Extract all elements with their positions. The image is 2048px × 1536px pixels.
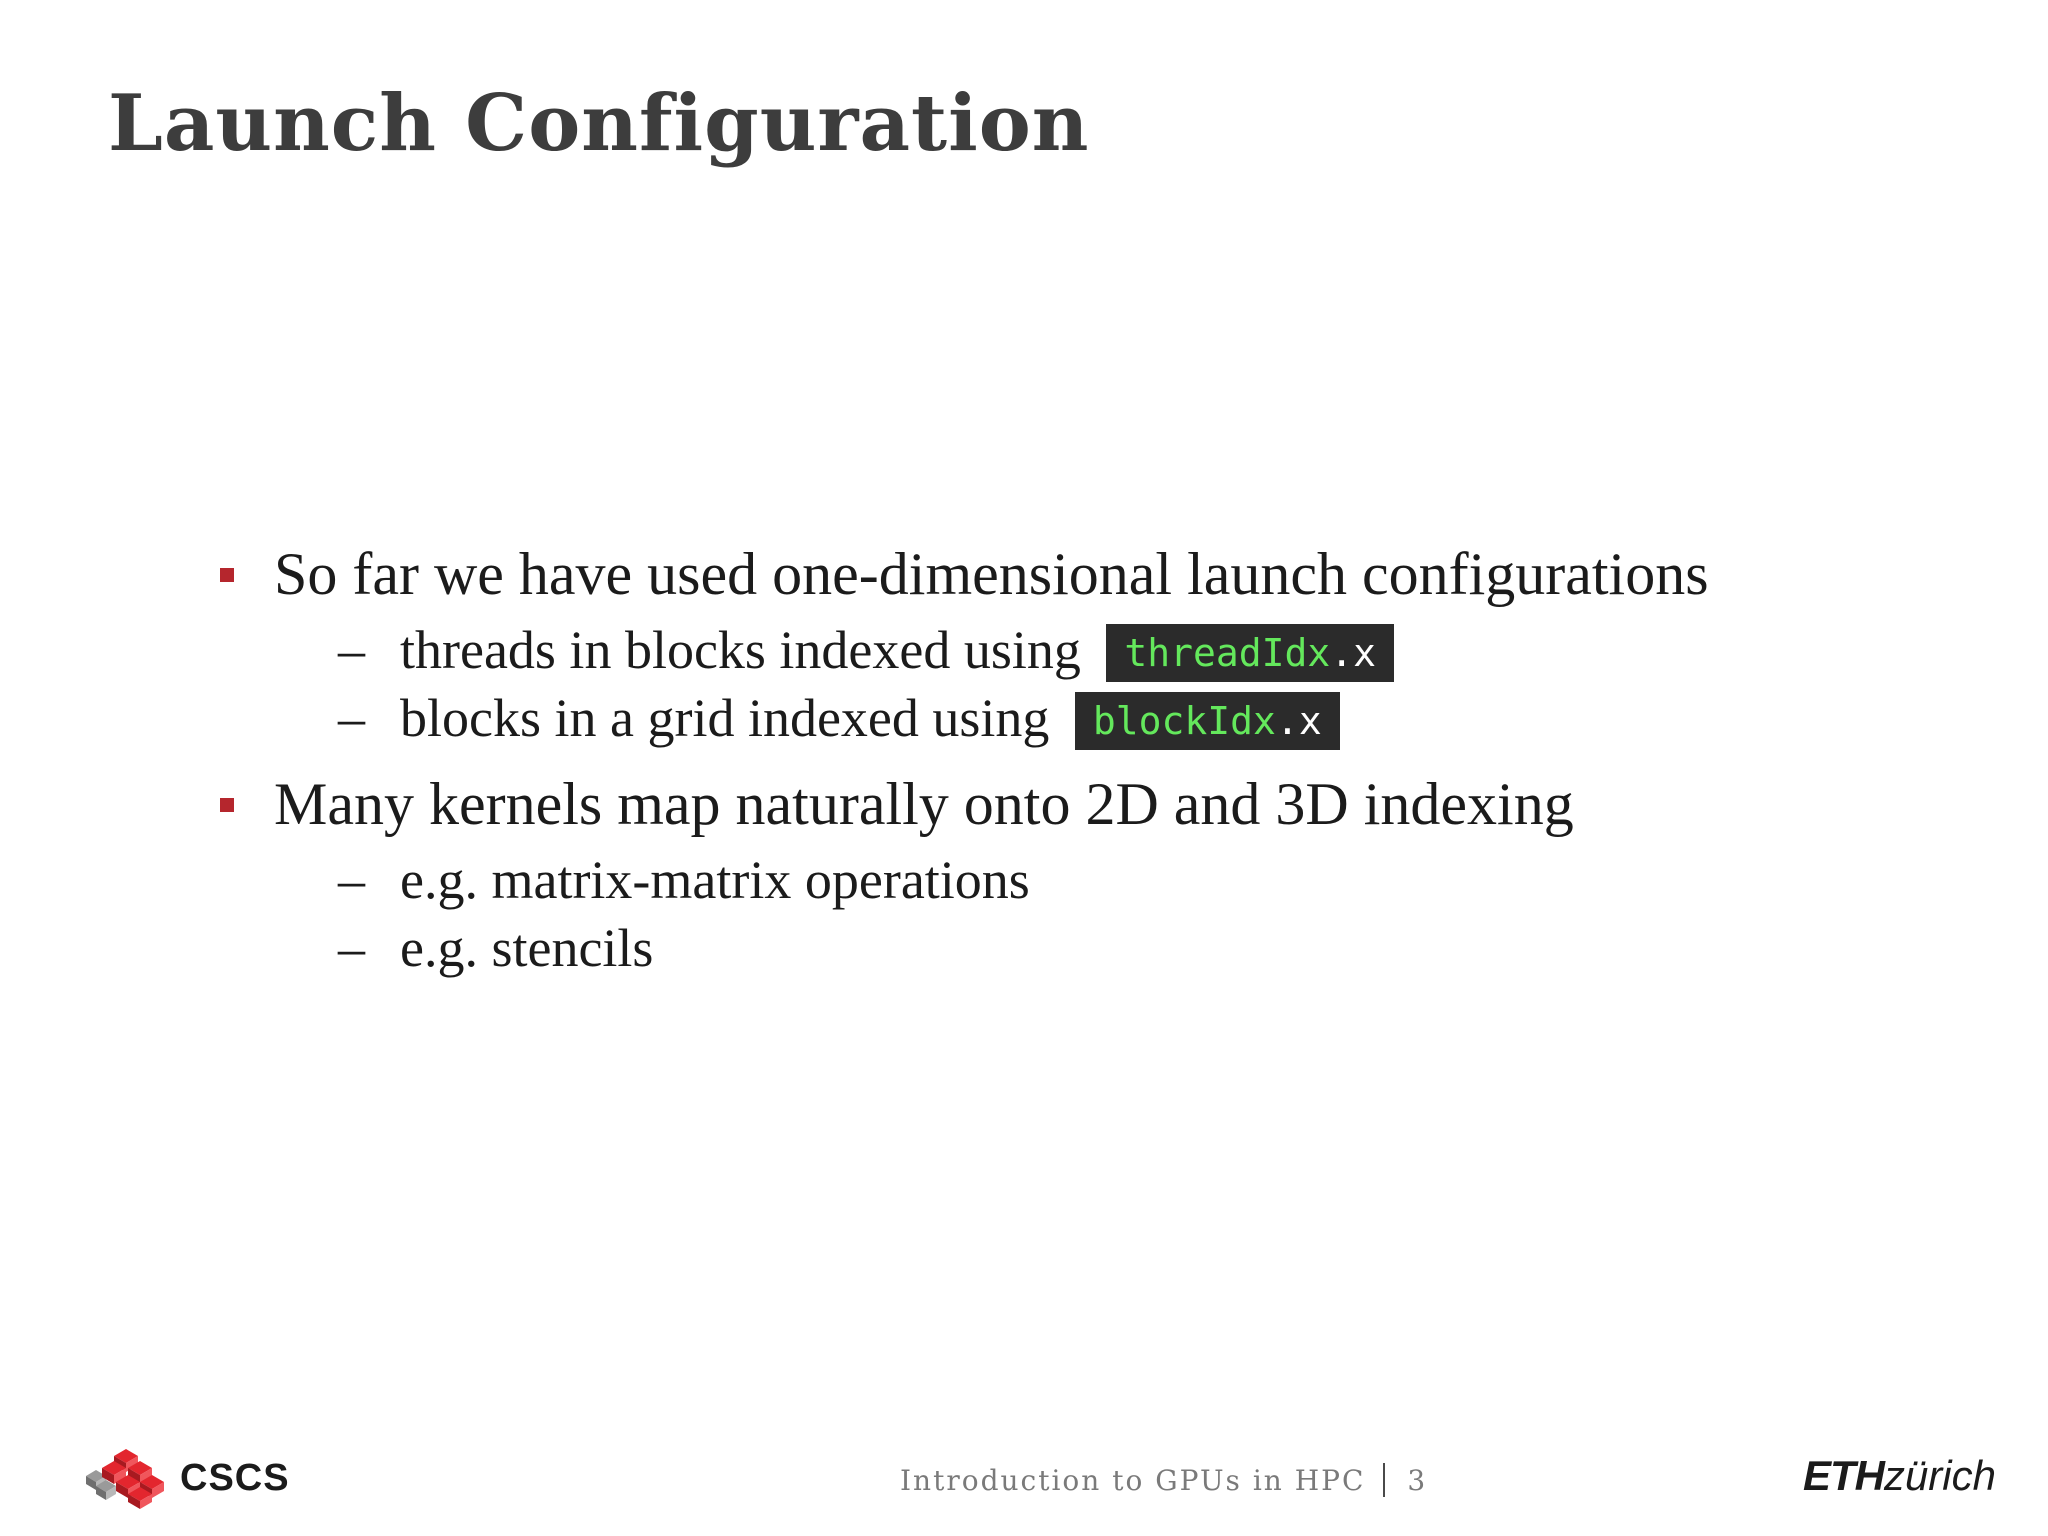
- dash-icon: –: [338, 850, 365, 910]
- subitem-text: e.g. matrix-matrix operations: [400, 850, 1030, 910]
- subitem-list: [220, 616, 1960, 752]
- slide-title: Launch Configuration: [108, 78, 1090, 169]
- code-suffix: .x: [1275, 699, 1322, 743]
- code-keyword: threadIdx: [1124, 631, 1331, 675]
- cscs-logo-text: CSCS: [180, 1456, 290, 1499]
- code-suffix: .x: [1330, 631, 1377, 675]
- bullet-text: So far we have used one-dimensional launch configurations: [274, 541, 1709, 607]
- dash-icon: –: [338, 620, 365, 680]
- bullet-square-icon: [220, 798, 234, 812]
- subitem-text: blocks in a grid indexed using: [400, 688, 1050, 748]
- subitem: [220, 846, 1960, 914]
- dash-icon: –: [338, 688, 365, 748]
- code-snippet: [1075, 692, 1340, 750]
- eth-logo-light: zürich: [1883, 1452, 1996, 1499]
- subitem: [220, 616, 1960, 684]
- cscs-logo: [80, 1446, 290, 1510]
- subitem-text: threads in blocks indexed using: [400, 620, 1081, 680]
- code-keyword: blockIdx: [1092, 699, 1276, 743]
- footer-title: Introduction to GPUs in HPC: [900, 1463, 1366, 1497]
- subitem-list: [220, 846, 1960, 982]
- bullet-item: [220, 538, 1960, 610]
- bullet-text: Many kernels map naturally onto 2D and 3D indexing: [274, 771, 1574, 837]
- subitem: [220, 684, 1960, 752]
- code-snippet: [1106, 624, 1394, 682]
- subitem: [220, 914, 1960, 982]
- bullet-item: [220, 768, 1960, 840]
- page-number: 3: [1407, 1463, 1428, 1497]
- dash-icon: –: [338, 918, 365, 978]
- bullet-square-icon: [220, 568, 234, 582]
- footer-caption: [900, 1463, 1427, 1497]
- eth-logo-bold: ETH: [1802, 1452, 1884, 1499]
- slide-content: [220, 538, 1960, 998]
- footer-separator: [1383, 1463, 1385, 1497]
- subitem-text: e.g. stencils: [400, 918, 654, 978]
- eth-zurich-logo: [1803, 1452, 1996, 1500]
- cscs-cubes-icon: [80, 1446, 168, 1510]
